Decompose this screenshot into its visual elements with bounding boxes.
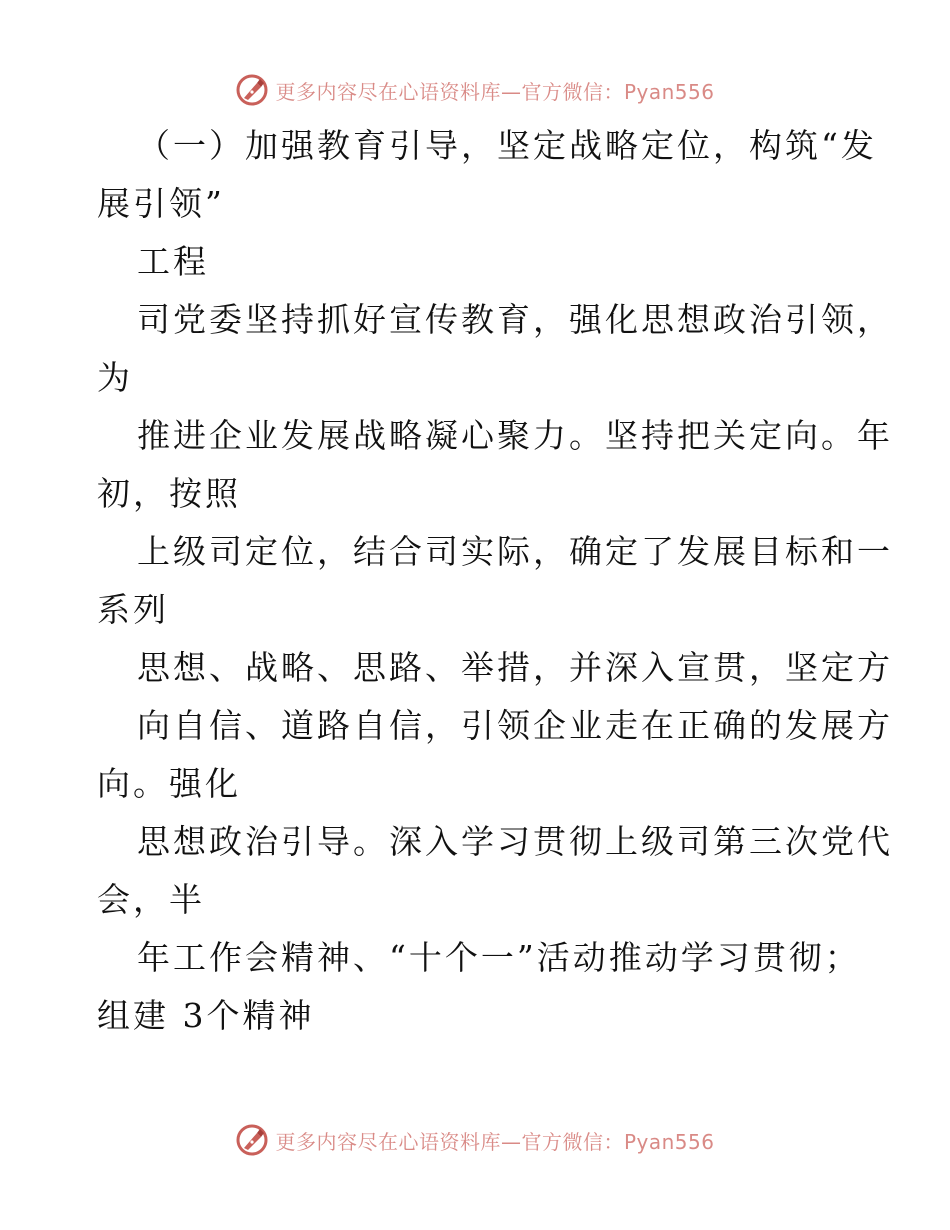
- watermark-text: 更多内容尽在心语资料库—官方微信：Pyan556: [275, 79, 715, 104]
- pen-nib-logo-icon: [235, 1123, 269, 1157]
- text-line: 会，半: [97, 880, 205, 919]
- text-line: 展引领”: [97, 184, 225, 223]
- text-line: 上级司定位，结合司实际，确定了发展目标和一: [137, 532, 893, 571]
- text-line: 思想政治引导。深入学习贯彻上级司第三次党代: [137, 822, 893, 861]
- text-line: 推进企业发展战略凝心聚力。坚持把关定向。年: [137, 416, 893, 455]
- text-line: 年工作会精神、“十个一”活动推动学习贯彻；: [137, 938, 861, 977]
- text-line: 思想、战略、思路、举措，并深入宣贯，坚定方: [137, 648, 893, 687]
- watermark-header: [0, 70, 950, 110]
- text-line: 向自信、道路自信，引领企业走在正确的发展方: [137, 706, 893, 745]
- watermark-text: 更多内容尽在心语资料库—官方微信：Pyan556: [275, 1129, 715, 1154]
- text-line: 系列: [97, 590, 169, 629]
- text-line: 组建 3个精神: [97, 996, 315, 1035]
- text-line: 工程: [137, 242, 209, 281]
- text-line: 为: [97, 358, 133, 397]
- text-line: 司党委坚持抓好宣传教育，强化思想政治引领，: [137, 300, 893, 339]
- text-line: 向。强化: [97, 764, 241, 803]
- watermark-footer: [0, 1120, 950, 1160]
- text-line: （一）加强教育引导，坚定战略定位，构筑“发: [137, 126, 877, 165]
- pen-nib-logo-icon: [235, 73, 269, 107]
- document-body: [97, 117, 893, 1045]
- text-line: 初，按照: [97, 474, 241, 513]
